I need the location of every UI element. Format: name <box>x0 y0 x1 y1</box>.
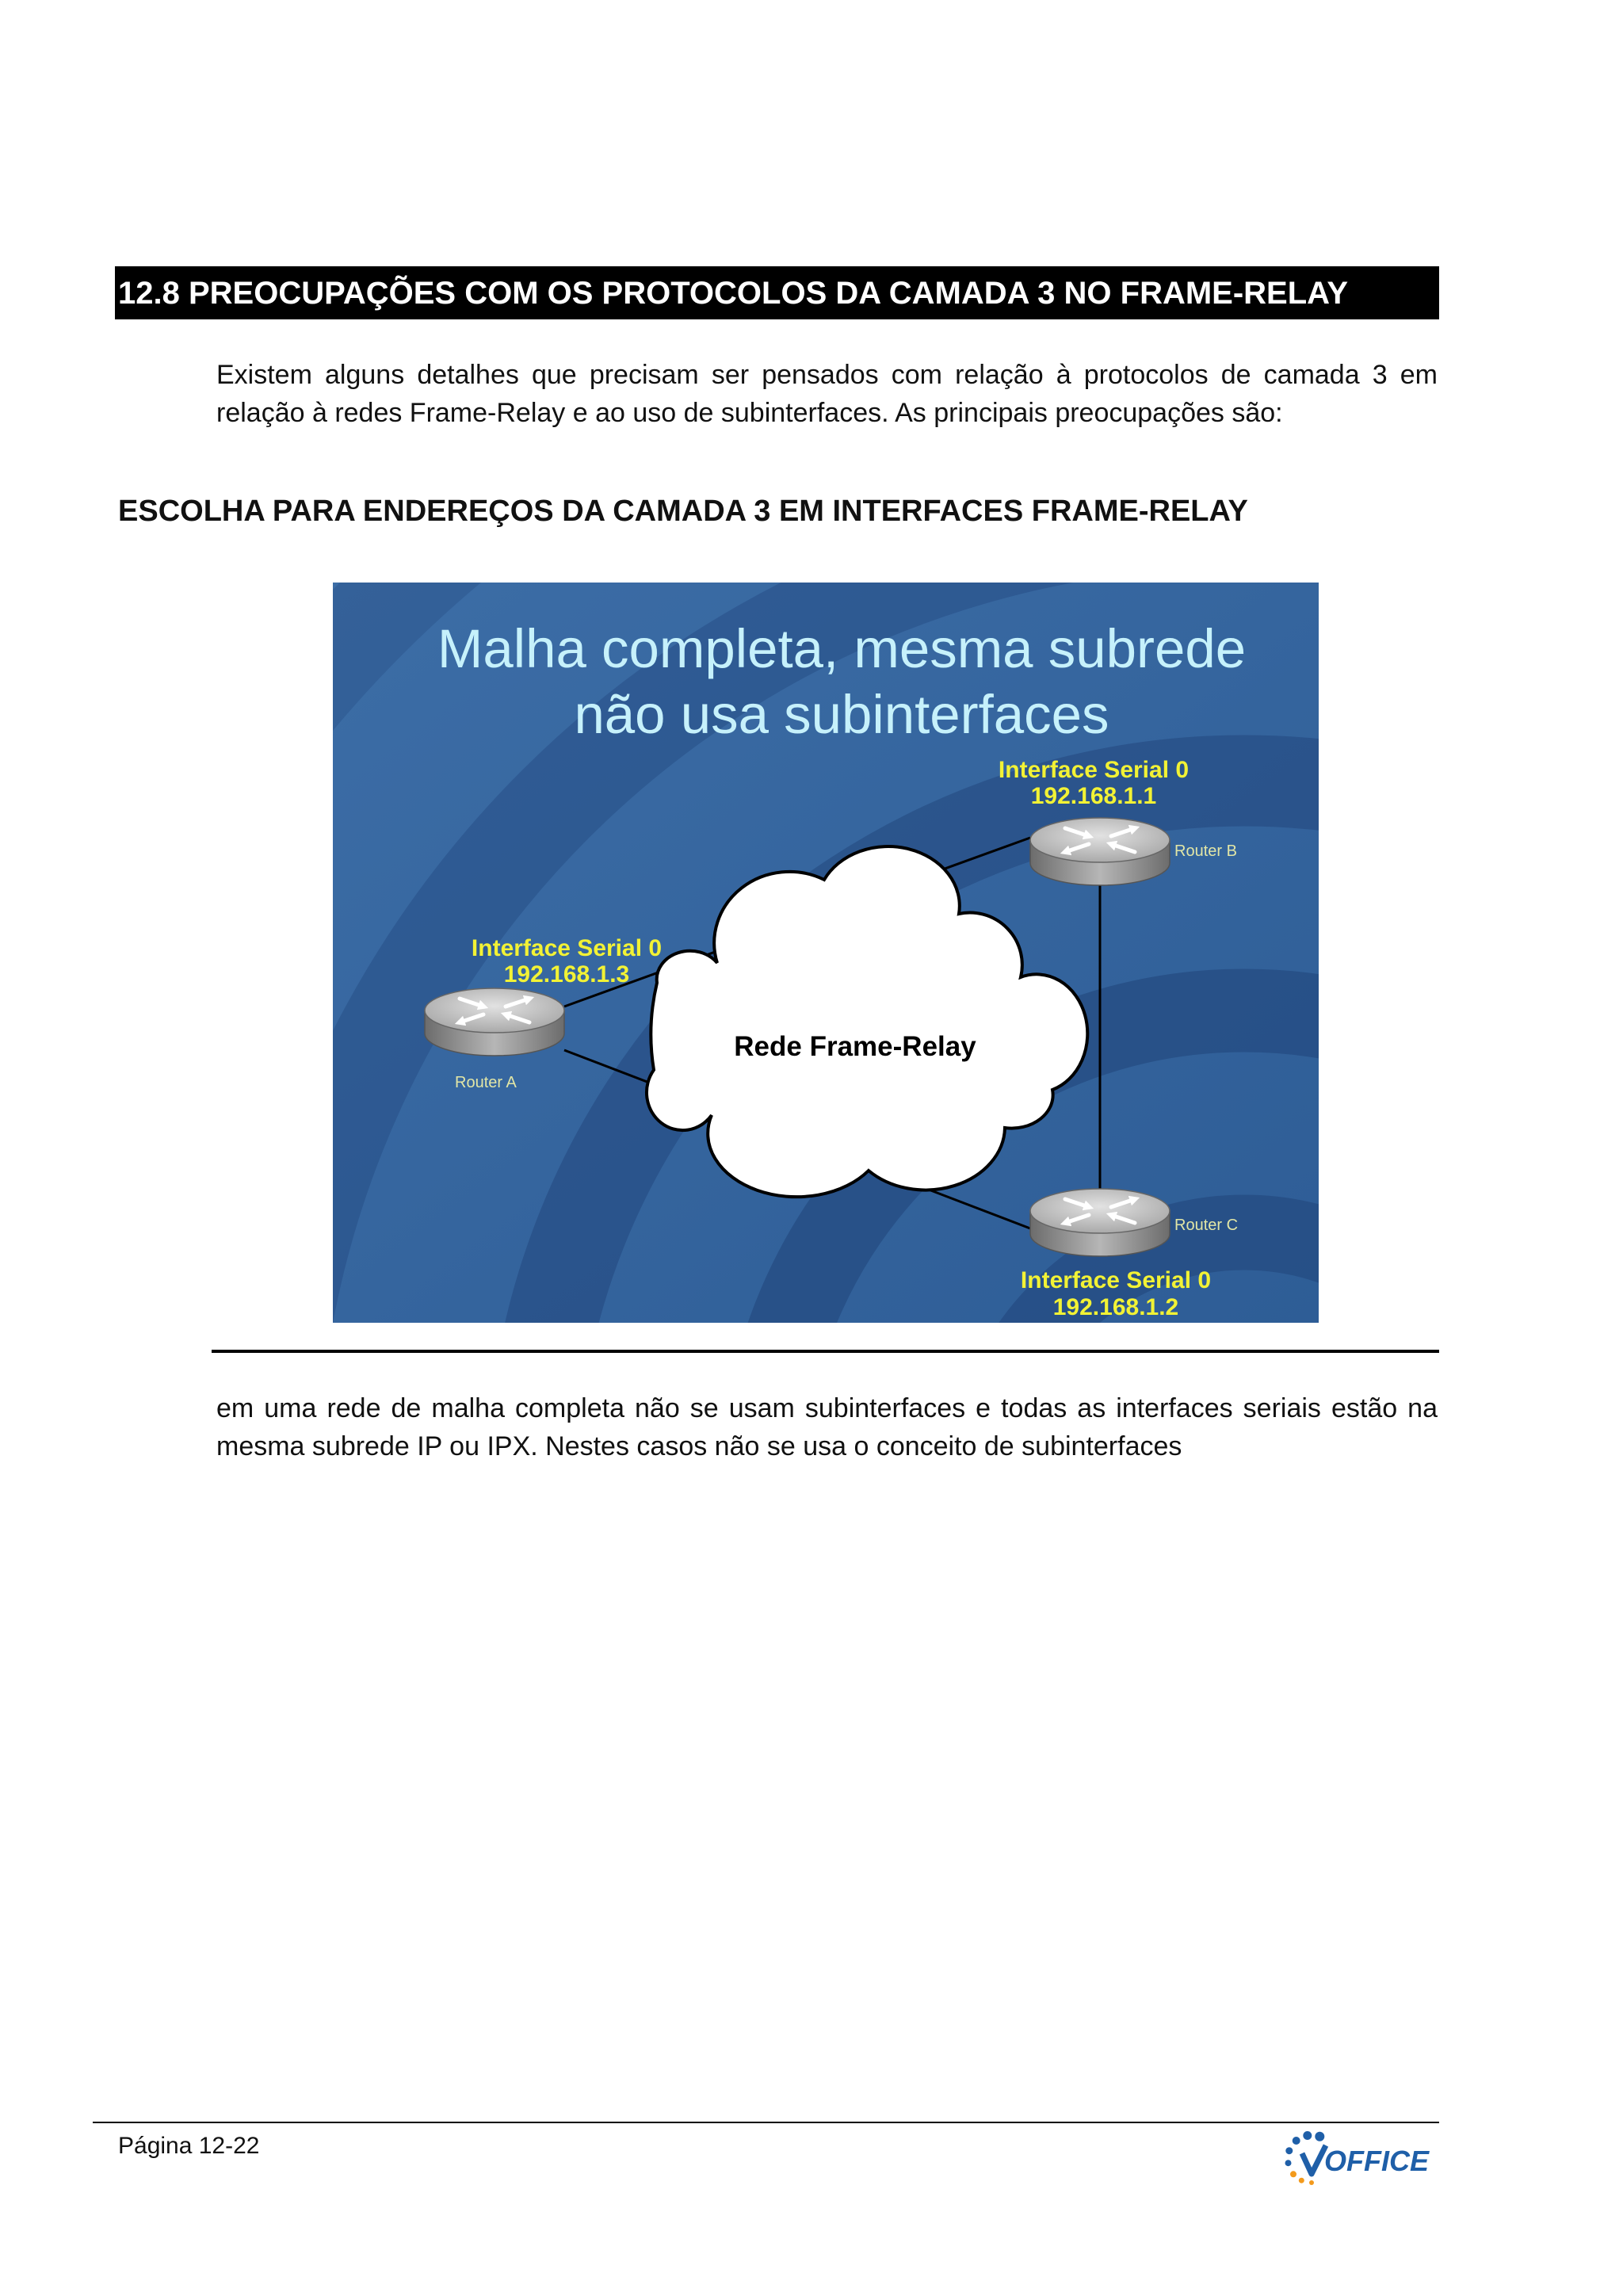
logo-check-icon <box>1302 2145 1326 2174</box>
router-b-icon <box>1030 818 1170 885</box>
router-c-name: Router C <box>1174 1217 1239 1234</box>
closing-line: em uma rede de malha completa não se usam subinterfaces e todas as interfaces seriais estão na <box>216 1393 1438 1423</box>
frame-relay-diagram <box>333 583 1319 1323</box>
router-b-name: Router B <box>1174 842 1237 860</box>
divider <box>212 1350 1439 1353</box>
intro-line: Existem alguns detalhes que precisam ser pensados com relação à protocolos de camada 3 em <box>216 360 1438 390</box>
diagram-title-line: não usa subinterfaces <box>574 684 1109 745</box>
office-logo <box>1283 2125 1439 2193</box>
router-b-interface: Interface Serial 0 <box>998 757 1190 783</box>
router-a-interface: Interface Serial 0 <box>471 935 663 961</box>
router-c-ip: 192.168.1.2 <box>1052 1294 1179 1320</box>
router-a-name: Router A <box>455 1074 517 1091</box>
section-title: PREOCUPAÇÕES COM OS PROTOCOLOS DA CAMADA 3 NO FRAME-RELAY <box>188 276 1349 311</box>
router-c-icon <box>1030 1189 1170 1256</box>
closing-line: mesma subrede IP ou IPX. Nestes casos não se usa o conceito de subinterfaces <box>216 1431 1182 1461</box>
closing-paragraph <box>216 1389 1438 1465</box>
router-a-ip: 192.168.1.3 <box>503 961 630 988</box>
logo-text: OFFICE <box>1324 2145 1429 2177</box>
cloud-label: Rede Frame-Relay <box>734 1031 976 1062</box>
diagram-title-line: Malha completa, mesma subrede <box>437 618 1247 679</box>
router-a-icon <box>425 988 564 1056</box>
subheading: ESCOLHA PARA ENDEREÇOS DA CAMADA 3 EM INTERFACES FRAME-RELAY <box>118 495 1248 528</box>
intro-line: relação à redes Frame-Relay e ao uso de subinterfaces. As principais preocupações são: <box>216 398 1283 428</box>
router-b-ip: 192.168.1.1 <box>1030 783 1157 809</box>
router-c-interface: Interface Serial 0 <box>1020 1267 1212 1293</box>
footer-divider <box>93 2122 1439 2123</box>
page-number: Página 12-22 <box>118 2133 260 2159</box>
section-number: 12.8 <box>118 276 180 311</box>
intro-paragraph <box>216 356 1438 432</box>
section-header <box>115 266 1439 319</box>
